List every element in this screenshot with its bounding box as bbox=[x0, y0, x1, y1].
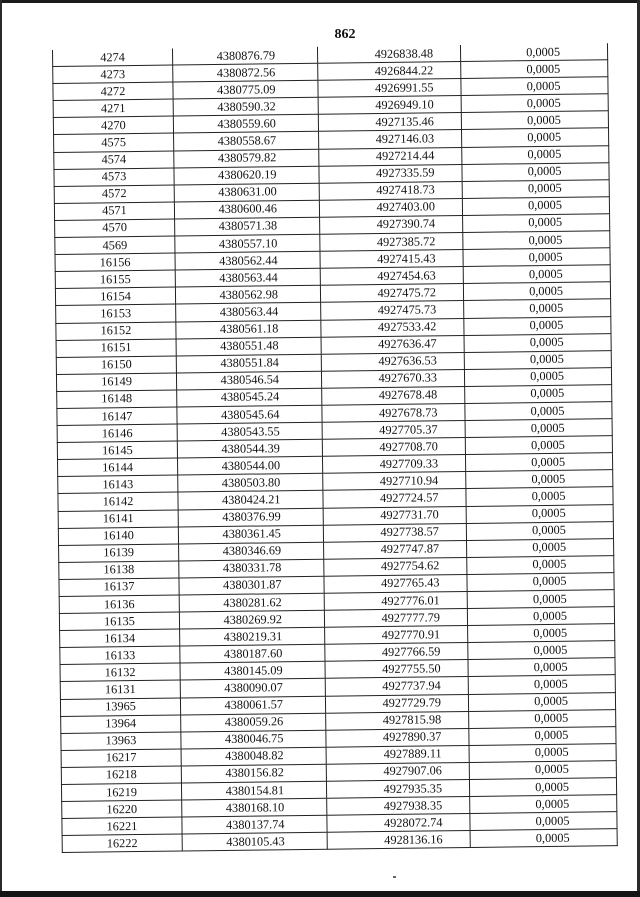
y-coordinate-cell: 4927938.35 bbox=[327, 797, 470, 816]
x-coordinate-cell: 4380545.64 bbox=[177, 405, 322, 424]
x-coordinate-cell: 4380620.19 bbox=[174, 166, 319, 185]
y-coordinate-cell: 4927636.53 bbox=[321, 352, 464, 371]
precision-cell: 0,0005 bbox=[464, 350, 611, 369]
y-coordinate-cell: 4927146.03 bbox=[319, 130, 462, 149]
y-coordinate-cell: 4927755.50 bbox=[325, 660, 468, 679]
point-number-cell: 16135 bbox=[59, 612, 179, 631]
point-number-cell: 16136 bbox=[59, 595, 179, 614]
point-number-cell: 16218 bbox=[61, 766, 181, 785]
x-coordinate-cell: 4380376.99 bbox=[178, 508, 323, 527]
y-coordinate-cell: 4927737.94 bbox=[325, 677, 468, 696]
precision-cell: 0,0005 bbox=[465, 385, 612, 404]
precision-cell: 0,0005 bbox=[463, 282, 610, 301]
precision-cell: 0,0005 bbox=[462, 145, 609, 164]
precision-cell: 0,0005 bbox=[468, 641, 615, 660]
point-number-cell: 16217 bbox=[61, 749, 181, 768]
precision-cell: 0,0005 bbox=[469, 744, 616, 763]
point-number-cell: 4274 bbox=[52, 49, 172, 67]
x-coordinate-cell: 4380061.57 bbox=[180, 696, 325, 715]
x-coordinate-cell: 4380361.45 bbox=[178, 525, 323, 544]
precision-cell: 0,0005 bbox=[468, 675, 615, 694]
x-coordinate-cell: 4380561.18 bbox=[176, 320, 321, 339]
y-coordinate-cell: 4927708.70 bbox=[322, 438, 465, 457]
y-coordinate-cell: 4927475.73 bbox=[321, 301, 464, 320]
precision-cell: 0,0005 bbox=[467, 573, 614, 592]
y-coordinate-cell: 4927705.37 bbox=[322, 421, 465, 440]
precision-cell: 0,0005 bbox=[469, 778, 616, 797]
point-number-cell: 4573 bbox=[54, 168, 174, 187]
y-coordinate-cell: 4927335.59 bbox=[319, 164, 462, 183]
precision-cell: 0,0005 bbox=[463, 231, 610, 250]
scan-border-top bbox=[0, 0, 640, 3]
precision-cell: 0,0005 bbox=[467, 555, 614, 574]
precision-cell: 0,0005 bbox=[465, 436, 612, 455]
page-number: 862 bbox=[334, 27, 356, 42]
precision-cell: 0,0005 bbox=[470, 812, 617, 831]
y-coordinate-cell: 4927454.63 bbox=[320, 267, 463, 286]
x-coordinate-cell: 4380156.82 bbox=[181, 764, 326, 783]
x-coordinate-cell: 4380590.32 bbox=[173, 98, 318, 117]
precision-cell: 0,0005 bbox=[469, 726, 616, 745]
scan-speck bbox=[393, 876, 396, 878]
point-number-cell: 4271 bbox=[53, 99, 173, 118]
x-coordinate-cell: 4380219.31 bbox=[180, 627, 325, 646]
precision-cell: 0,0005 bbox=[465, 402, 612, 421]
point-number-cell: 16146 bbox=[57, 424, 177, 443]
x-coordinate-cell: 4380563.44 bbox=[176, 303, 321, 322]
point-number-cell: 16134 bbox=[60, 629, 180, 648]
point-number-cell: 4572 bbox=[54, 185, 174, 204]
x-coordinate-cell: 4380046.75 bbox=[181, 730, 326, 749]
x-coordinate-cell: 4380545.24 bbox=[177, 388, 322, 407]
point-number-cell: 16131 bbox=[60, 680, 180, 699]
point-number-cell: 16139 bbox=[59, 544, 179, 563]
coordinates-table-body bbox=[52, 43, 617, 853]
y-coordinate-cell: 4927678.73 bbox=[322, 403, 465, 422]
point-number-cell: 13963 bbox=[61, 732, 181, 751]
x-coordinate-cell: 4380559.60 bbox=[173, 115, 318, 134]
y-coordinate-cell: 4926838.48 bbox=[317, 45, 460, 63]
point-number-cell: 16221 bbox=[62, 817, 182, 836]
x-coordinate-cell: 4380544.00 bbox=[177, 456, 322, 475]
x-coordinate-cell: 4380269.92 bbox=[179, 610, 324, 629]
precision-cell: 0,0005 bbox=[467, 590, 614, 609]
precision-cell: 0,0005 bbox=[466, 487, 613, 506]
scan-border-bottom bbox=[0, 891, 640, 897]
x-coordinate-cell: 4380551.48 bbox=[176, 337, 321, 356]
precision-cell: 0,0005 bbox=[461, 60, 608, 79]
point-number-cell: 16222 bbox=[62, 834, 182, 853]
precision-cell: 0,0005 bbox=[462, 179, 609, 198]
y-coordinate-cell: 4927907.06 bbox=[326, 762, 469, 781]
y-coordinate-cell: 4927770.91 bbox=[325, 626, 468, 645]
x-coordinate-cell: 4380579.82 bbox=[174, 149, 319, 168]
y-coordinate-cell: 4927754.62 bbox=[324, 557, 467, 576]
y-coordinate-cell: 4927533.42 bbox=[321, 318, 464, 337]
point-number-cell: 16140 bbox=[58, 527, 178, 546]
x-coordinate-cell: 4380631.00 bbox=[174, 183, 319, 202]
y-coordinate-cell: 4927678.48 bbox=[322, 386, 465, 405]
point-number-cell: 16142 bbox=[58, 492, 178, 511]
precision-cell: 0,0005 bbox=[468, 658, 615, 677]
point-number-cell: 16150 bbox=[56, 356, 176, 375]
x-coordinate-cell: 4380090.07 bbox=[180, 679, 325, 698]
x-coordinate-cell: 4380281.62 bbox=[179, 593, 324, 612]
x-coordinate-cell: 4380563.44 bbox=[175, 268, 320, 287]
precision-cell: 0,0005 bbox=[469, 709, 616, 728]
point-number-cell: 16144 bbox=[58, 458, 178, 477]
x-coordinate-cell: 4380558.67 bbox=[174, 132, 319, 151]
x-coordinate-cell: 4380105.43 bbox=[182, 833, 327, 852]
x-coordinate-cell: 4380557.10 bbox=[175, 234, 320, 253]
x-coordinate-cell: 4380503.80 bbox=[178, 474, 323, 493]
y-coordinate-cell: 4927729.79 bbox=[325, 694, 468, 713]
point-number-cell: 16147 bbox=[57, 407, 177, 426]
precision-cell: 0,0005 bbox=[467, 538, 614, 557]
y-coordinate-cell: 4927890.37 bbox=[326, 728, 469, 747]
y-coordinate-cell: 4927475.72 bbox=[320, 284, 463, 303]
x-coordinate-cell: 4380775.09 bbox=[173, 80, 318, 99]
precision-cell: 0,0005 bbox=[462, 197, 609, 216]
y-coordinate-cell: 4927135.46 bbox=[318, 113, 461, 132]
point-number-cell: 16220 bbox=[62, 800, 182, 819]
y-coordinate-cell: 4927724.57 bbox=[323, 489, 466, 508]
precision-cell: 0,0005 bbox=[464, 299, 611, 318]
point-number-cell: 16133 bbox=[60, 646, 180, 665]
point-number-cell: 16151 bbox=[56, 339, 176, 358]
precision-cell: 0,0005 bbox=[468, 624, 615, 643]
x-coordinate-cell: 4380543.55 bbox=[177, 422, 322, 441]
y-coordinate-cell: 4927738.57 bbox=[323, 523, 466, 542]
y-coordinate-cell: 4927709.33 bbox=[322, 455, 465, 474]
y-coordinate-cell: 4927747.87 bbox=[324, 540, 467, 559]
x-coordinate-cell: 4380571.38 bbox=[175, 217, 320, 236]
y-coordinate-cell: 4927418.73 bbox=[319, 181, 462, 200]
precision-cell: 0,0005 bbox=[470, 795, 617, 814]
point-number-cell: 16154 bbox=[55, 287, 175, 306]
point-number-cell: 16148 bbox=[57, 390, 177, 409]
y-coordinate-cell: 4927385.72 bbox=[320, 233, 463, 252]
point-number-cell: 16143 bbox=[58, 475, 178, 494]
x-coordinate-cell: 4380562.44 bbox=[175, 251, 320, 270]
precision-cell: 0,0005 bbox=[463, 214, 610, 233]
point-number-cell: 16219 bbox=[61, 783, 181, 802]
y-coordinate-cell: 4927776.01 bbox=[324, 591, 467, 610]
x-coordinate-cell: 4380346.69 bbox=[179, 542, 324, 561]
x-coordinate-cell: 4380424.21 bbox=[178, 491, 323, 510]
point-number-cell: 4270 bbox=[53, 116, 173, 135]
y-coordinate-cell: 4927765.43 bbox=[324, 574, 467, 593]
point-number-cell: 4272 bbox=[53, 82, 173, 101]
x-coordinate-cell: 4380876.79 bbox=[172, 47, 317, 65]
y-coordinate-cell: 4927935.35 bbox=[326, 779, 469, 798]
point-number-cell: 16156 bbox=[55, 253, 175, 272]
y-coordinate-cell: 4927710.94 bbox=[323, 472, 466, 491]
y-coordinate-cell: 4926991.55 bbox=[318, 79, 461, 98]
precision-cell: 0,0005 bbox=[460, 43, 607, 61]
point-number-cell: 16141 bbox=[58, 510, 178, 529]
point-number-cell: 16145 bbox=[57, 441, 177, 460]
y-coordinate-cell: 4927670.33 bbox=[321, 369, 464, 388]
y-coordinate-cell: 4926844.22 bbox=[318, 62, 461, 81]
point-number-cell: 4574 bbox=[54, 151, 174, 170]
y-coordinate-cell: 4927415.43 bbox=[320, 250, 463, 269]
point-number-cell: 4575 bbox=[54, 133, 174, 152]
x-coordinate-cell: 4380137.74 bbox=[182, 815, 327, 834]
precision-cell: 0,0005 bbox=[466, 470, 613, 489]
point-number-cell: 16153 bbox=[56, 304, 176, 323]
y-coordinate-cell: 4927766.59 bbox=[325, 643, 468, 662]
x-coordinate-cell: 4380154.81 bbox=[181, 781, 326, 800]
x-coordinate-cell: 4380544.39 bbox=[177, 439, 322, 458]
y-coordinate-cell: 4927403.00 bbox=[319, 198, 462, 217]
y-coordinate-cell: 4927214.44 bbox=[319, 147, 462, 166]
precision-cell: 0,0005 bbox=[464, 316, 611, 335]
scan-border-left bbox=[0, 0, 2, 897]
precision-cell: 0,0005 bbox=[461, 77, 608, 96]
precision-cell: 0,0005 bbox=[461, 111, 608, 130]
point-number-cell: 16137 bbox=[59, 578, 179, 597]
y-coordinate-cell: 4927636.47 bbox=[321, 335, 464, 354]
precision-cell: 0,0005 bbox=[467, 607, 614, 626]
y-coordinate-cell: 4927889.11 bbox=[326, 745, 469, 764]
point-number-cell: 16149 bbox=[56, 373, 176, 392]
precision-cell: 0,0005 bbox=[465, 419, 612, 438]
x-coordinate-cell: 4380551.84 bbox=[176, 354, 321, 373]
point-number-cell: 16132 bbox=[60, 663, 180, 682]
y-coordinate-cell: 4927777.79 bbox=[324, 609, 467, 628]
precision-cell: 0,0005 bbox=[462, 162, 609, 181]
x-coordinate-cell: 4380168.10 bbox=[182, 798, 327, 817]
precision-cell: 0,0005 bbox=[466, 504, 613, 523]
point-number-cell: 13965 bbox=[60, 698, 180, 717]
x-coordinate-cell: 4380059.26 bbox=[181, 713, 326, 732]
x-coordinate-cell: 4380301.87 bbox=[179, 576, 324, 595]
x-coordinate-cell: 4380872.56 bbox=[173, 63, 318, 82]
point-number-cell: 4571 bbox=[54, 202, 174, 221]
y-coordinate-cell: 4926949.10 bbox=[318, 96, 461, 115]
x-coordinate-cell: 4380331.78 bbox=[179, 559, 324, 578]
precision-cell: 0,0005 bbox=[464, 333, 611, 352]
precision-cell: 0,0005 bbox=[465, 453, 612, 472]
precision-cell: 0,0005 bbox=[468, 692, 615, 711]
x-coordinate-cell: 4380546.54 bbox=[176, 371, 321, 390]
y-coordinate-cell: 4928072.74 bbox=[327, 814, 470, 833]
y-coordinate-cell: 4927815.98 bbox=[326, 711, 469, 730]
precision-cell: 0,0005 bbox=[463, 248, 610, 267]
precision-cell: 0,0005 bbox=[469, 761, 616, 780]
point-number-cell: 16155 bbox=[55, 270, 175, 289]
coordinates-table-wrapper bbox=[52, 43, 617, 853]
point-number-cell: 4273 bbox=[53, 65, 173, 84]
x-coordinate-cell: 4380600.46 bbox=[174, 200, 319, 219]
x-coordinate-cell: 4380562.98 bbox=[175, 286, 320, 305]
y-coordinate-cell: 4927390.74 bbox=[320, 215, 463, 234]
precision-cell: 0,0005 bbox=[461, 94, 608, 113]
point-number-cell: 16138 bbox=[59, 561, 179, 580]
precision-cell: 0,0005 bbox=[464, 367, 611, 386]
precision-cell: 0,0005 bbox=[466, 521, 613, 540]
x-coordinate-cell: 4380145.09 bbox=[180, 662, 325, 681]
point-number-cell: 16152 bbox=[56, 322, 176, 341]
y-coordinate-cell: 4927731.70 bbox=[323, 506, 466, 525]
point-number-cell: 4569 bbox=[55, 236, 175, 255]
precision-cell: 0,0005 bbox=[462, 128, 609, 147]
x-coordinate-cell: 4380048.82 bbox=[181, 747, 326, 766]
point-number-cell: 4570 bbox=[55, 219, 175, 238]
precision-cell: 0,0005 bbox=[470, 829, 617, 848]
point-number-cell: 13964 bbox=[61, 715, 181, 734]
y-coordinate-cell: 4928136.16 bbox=[327, 831, 470, 850]
precision-cell: 0,0005 bbox=[463, 265, 610, 284]
coordinates-table bbox=[52, 43, 618, 853]
x-coordinate-cell: 4380187.60 bbox=[180, 644, 325, 663]
